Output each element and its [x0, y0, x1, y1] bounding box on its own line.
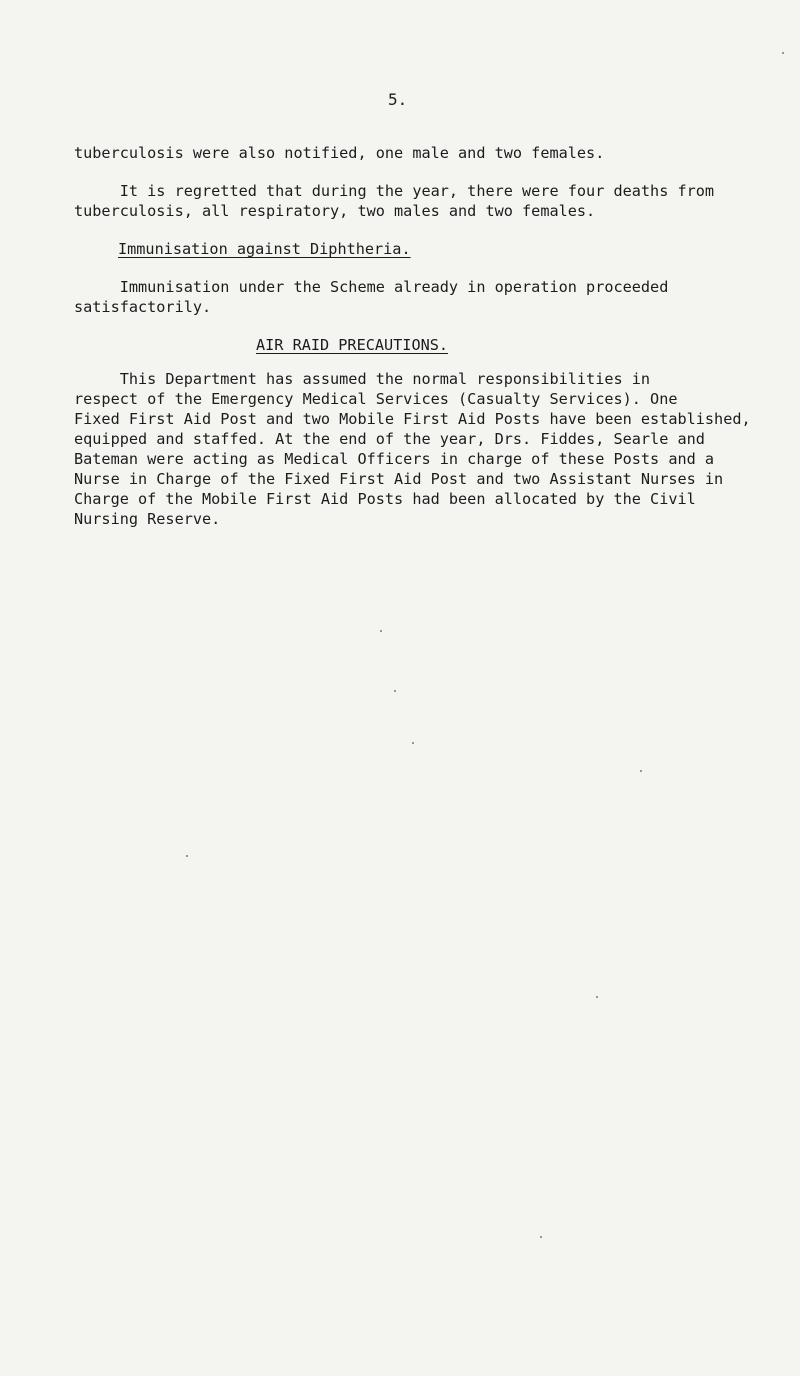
text-line: tuberculosis were also notified, one male and two females. [74, 144, 605, 162]
text-line: tuberculosis, all respiratory, two males and two females. [74, 202, 596, 220]
scan-speck [186, 855, 188, 857]
scan-speck [412, 742, 414, 744]
scan-speck [394, 690, 396, 692]
section-heading: Immunisation against Diphtheria. [118, 240, 411, 258]
scan-speck [596, 996, 598, 998]
scan-speck [380, 630, 382, 632]
text-line: Nurse in Charge of the Fixed First Aid Post and two Assistant Nurses in [74, 470, 724, 488]
text-line: This Department has assumed the normal responsibilities in [74, 370, 651, 388]
text-line: Immunisation under the Scheme already in operation proceeded [74, 278, 669, 296]
text-line: Nursing Reserve. [74, 510, 221, 528]
text-line: equipped and staffed. At the end of the year, Drs. Fiddes, Searle and [74, 430, 705, 448]
text-line: It is regretted that during the year, there were four deaths from [74, 182, 715, 200]
text-line: Bateman were acting as Medical Officers in charge of these Posts and a [74, 450, 715, 468]
text-line: satisfactorily. [74, 298, 212, 316]
text-line: Charge of the Mobile First Aid Posts had been allocated by the Civil [74, 490, 696, 508]
page-number: 5. [388, 90, 408, 109]
section-heading: AIR RAID PRECAUTIONS. [256, 336, 449, 354]
scan-speck [782, 52, 784, 54]
text-line: Fixed First Aid Post and two Mobile First Aid Posts have been established, [74, 410, 751, 428]
scan-speck [540, 1236, 542, 1238]
text-line: respect of the Emergency Medical Services (Casualty Services). One [74, 390, 678, 408]
scan-speck [640, 770, 642, 772]
